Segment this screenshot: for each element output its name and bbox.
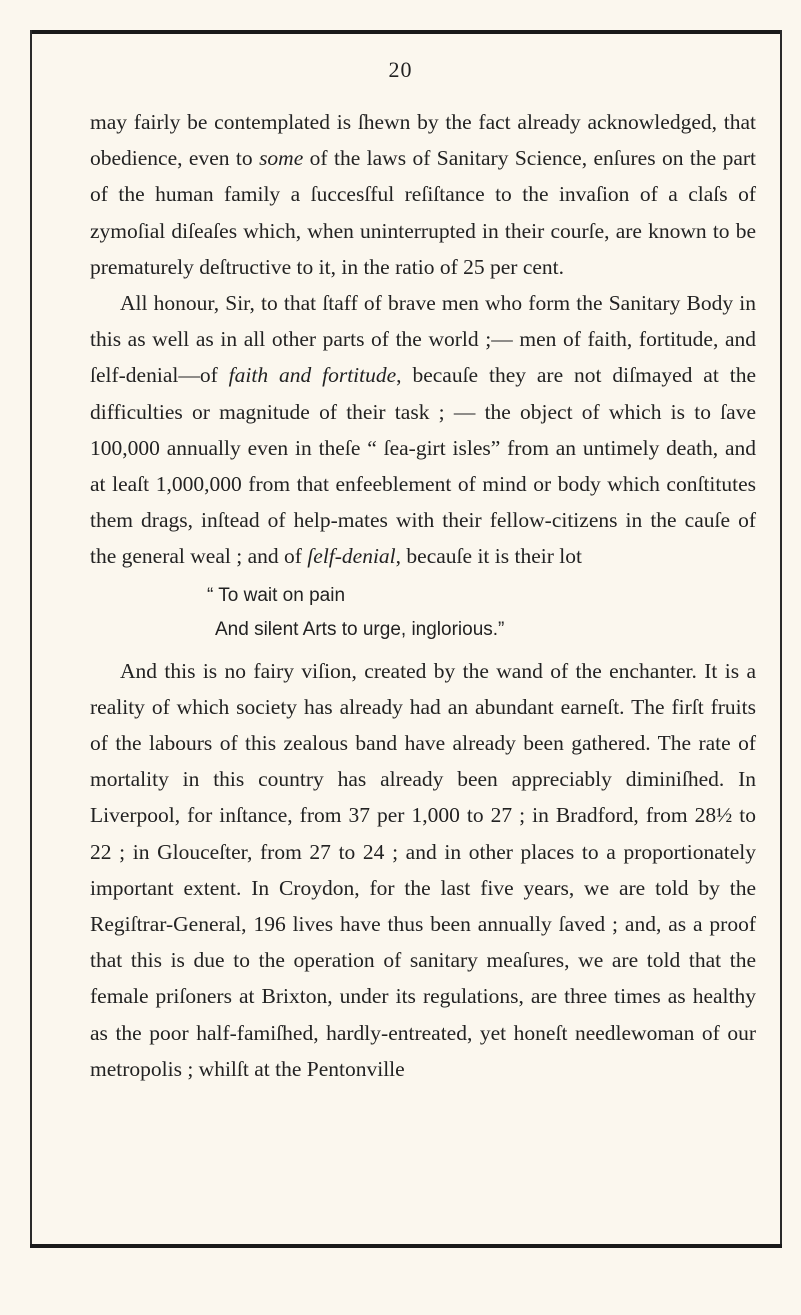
p2-run-3: ſelf-denial <box>307 544 396 569</box>
p3-run-0: And this is no fairy viſion, created by the wand of the enchanter. It is a reality of which society has already had an abundant earneſt. The firſt fruits of the labours of this zealous band have already been gathered. The rate of mortality in this country has already been appreciably diminiſhed. In Liverpool, for inſtance, from 37 per 1,000 to 27 ; in Bradford, from 28½ to 22 ; in Glouceſter, from 27 to 24 ; and in other places to a proportionately important extent. In Croydon, for the last five years, we are told by the Regiſtrar-General, 196 lives have thus been annually ſaved ; and, as a proof that this is due to the operation of sanitary meaſures, we are told that the female priſoners at Brixton, under its regulations, are three times as healthy as the poor half-famiſhed, hardly-entreated, yet honeſt needlewoman of our metropolis ; whilſt at the Pentonville <box>90 658 756 1081</box>
p1-run-1: some <box>259 146 304 171</box>
poetry-quote <box>90 579 756 647</box>
paragraph-2 <box>90 285 756 575</box>
quote-line-1: “ To wait on pain <box>207 584 346 606</box>
p2-run-1: faith and fortitude <box>228 363 397 388</box>
paragraph-1 <box>90 104 756 285</box>
p2-run-4: , becauſe it is their lot <box>395 544 582 569</box>
page-number: 20 <box>388 57 413 82</box>
page-border-right <box>780 30 782 1248</box>
page-border-bottom <box>30 1244 782 1248</box>
p2-run-0: All honour, Sir, to that ſtaff of brave men who form the Sanitary Body in this as well as in all other parts of the world ;— men of faith, fortitude, and ſelf-denial—of <box>90 291 756 388</box>
paragraph-3 <box>90 653 756 1087</box>
p1-run-0: may fairly be contemplated is ſhewn by the fact already acknowledged, that obedience, even to <box>90 110 756 171</box>
p1-run-2: of the laws of Sanitary Science, enſures on the part of the human family a ſuccesſful reſiſtance to the invaſion of a claſs of zymoſial diſeaſes which, when uninterrupted in their courſe, are known to be prematurely deſtructive to it, in the ratio of 25 per cent. <box>90 146 756 279</box>
page-border-left <box>30 30 32 1248</box>
page-border-top <box>30 30 782 34</box>
quote-line-2: And silent Arts to urge, inglorious.” <box>215 618 505 640</box>
body-text <box>90 104 756 1087</box>
p2-run-2: , becauſe they are not diſmayed at the difficulties or magnitude of their task ; — the object of which is to ſave 100,000 annually even in theſe “ ſea-girt isles” from an untimely death, and at leaſt 1,000,000 from that enfeeblement of mind or body which conſtitutes them drags, inſtead of help-mates with their fellow-citizens in the cauſe of the general weal ; and of <box>90 363 756 569</box>
